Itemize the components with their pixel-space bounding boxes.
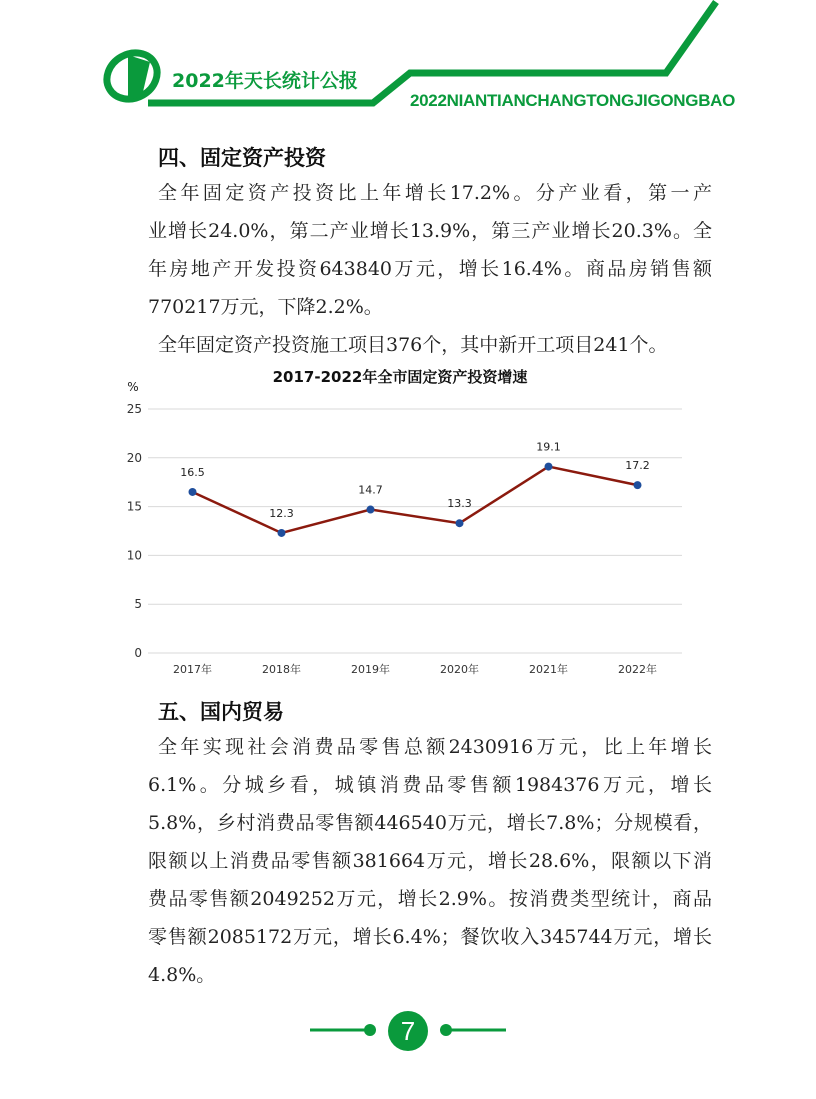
y-tick-label: 20 (126, 450, 142, 465)
paragraph-line: 零售额2085172万元，增长6.4%；餐饮收入345744万元，增长 (148, 926, 712, 948)
y-tick-label: 15 (126, 499, 142, 514)
section-heading: 五、国内贸易 (158, 700, 284, 724)
data-label: 13.3 (447, 497, 472, 511)
paragraph-line: 770217万元，下降2.2%。 (148, 296, 383, 318)
x-tick-label: 2019年 (351, 663, 390, 676)
data-label: 14.7 (358, 483, 383, 497)
y-tick-label: 10 (126, 548, 142, 563)
series-line (193, 467, 638, 533)
data-point (278, 529, 286, 537)
data-label: 12.3 (269, 506, 294, 520)
chart-title: 2017-2022年全市固定资产投资增速 (272, 368, 528, 386)
y-tick-label: 25 (126, 402, 142, 416)
paragraph-line: 业增长24.0%，第二产业增长13.9%，第三产业增长20.3%。全 (148, 220, 712, 242)
y-tick-label: 5 (134, 597, 142, 612)
paragraph-line: 全年实现社会消费品零售总额2430916万元，比上年增长 (158, 736, 712, 758)
page-number: 7 (388, 1011, 428, 1051)
line-chart (100, 360, 700, 680)
header-subtitle: 2022NIANTIANCHANGTONGJIGONGBAO (410, 91, 736, 110)
data-label: 16.5 (180, 465, 205, 479)
paragraph-line: 5.8%，乡村消费品零售额446540万元，增长7.8%；分规模看， (148, 812, 712, 834)
logo-icon (98, 44, 165, 108)
data-point (367, 506, 375, 514)
paragraph-line: 费品零售额2049252万元，增长2.9%。按消费类型统计，商品 (148, 888, 712, 910)
paragraph-line: 4.8%。 (148, 964, 216, 986)
header-title: 2022年天长统计公报 (172, 70, 358, 92)
paragraph-line: 限额以上消费品零售额381664万元，增长28.6%，限额以下消 (148, 850, 712, 872)
paragraph-line: 全年固定资产投资比上年增长17.2%。分产业看，第一产 (158, 182, 712, 204)
data-label: 17.2 (625, 459, 650, 473)
section-heading: 四、固定资产投资 (158, 146, 326, 170)
y-tick-label: 0 (134, 646, 142, 660)
paragraph-line: 6.1%。分城乡看，城镇消费品零售额1984376万元，增长 (148, 774, 712, 796)
data-point (189, 488, 197, 496)
x-tick-label: 2018年 (262, 663, 301, 676)
data-point (456, 519, 464, 527)
y-axis-label: % (127, 380, 139, 394)
paragraph-line: 年房地产开发投资643840万元，增长16.4%。商品房销售额 (148, 258, 712, 280)
x-tick-label: 2021年 (529, 663, 568, 676)
data-point (545, 463, 553, 471)
x-tick-label: 2022年 (618, 663, 657, 676)
data-label: 19.1 (536, 440, 561, 454)
data-point (634, 481, 642, 489)
x-tick-label: 2020年 (440, 663, 479, 676)
paragraph-line: 全年固定资产投资施工项目376个，其中新开工项目241个。 (158, 334, 668, 356)
x-tick-label: 2017年 (173, 663, 212, 676)
